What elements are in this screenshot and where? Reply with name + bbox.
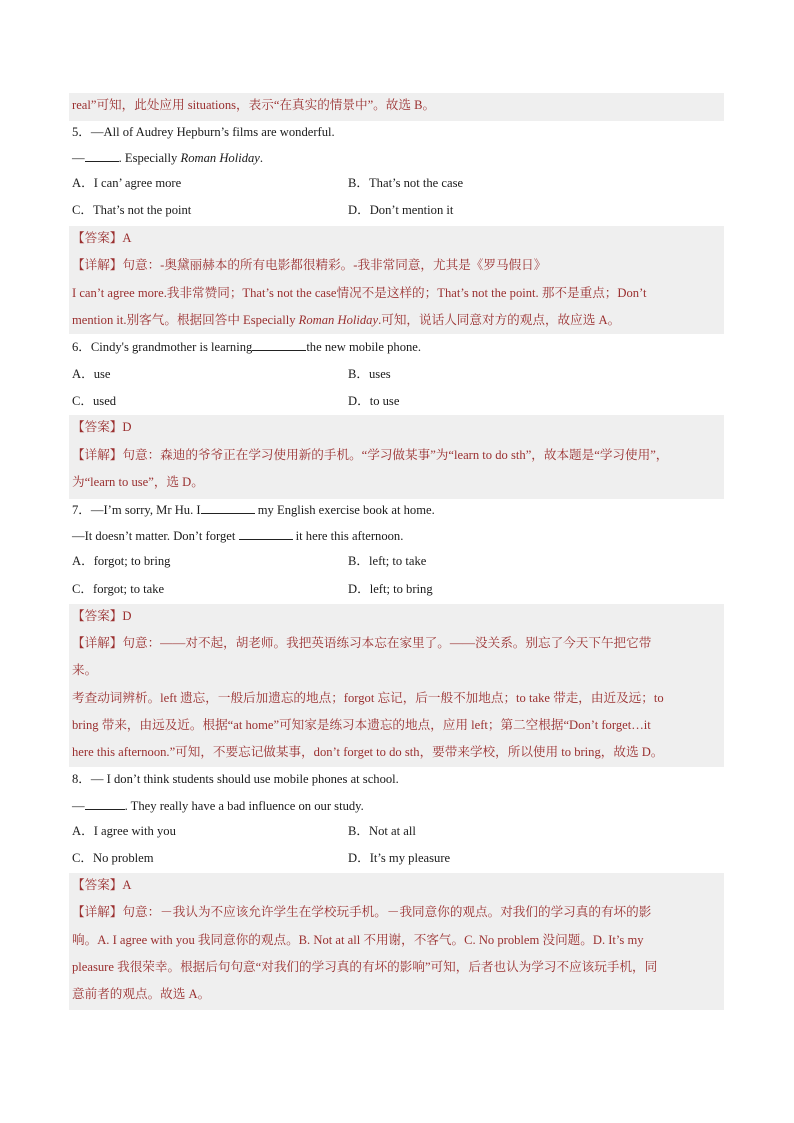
detail-label: 【详解】: [72, 448, 123, 462]
question-number: 6．: [72, 340, 91, 354]
answer-label: 【答案】: [72, 231, 123, 245]
detail-line: here this afternoon.”可知，不要忘记做某事，don’t forget to do sth，要带来学校，所以使用 to bring，故选 D。: [72, 745, 664, 759]
detail-label: 【详解】: [72, 905, 123, 919]
shade-q7: [69, 604, 724, 767]
answer-value: A: [122, 231, 132, 245]
option-a: A．forgot; to bring: [72, 554, 171, 568]
answer-blank: [252, 339, 306, 351]
detail-line: 【详解】句意：森迪的爷爷正在学习使用新的手机。“学习做某事”为“learn to do sth”，故本题是“学习使用”，: [72, 448, 669, 462]
detail-line: 响。A. I agree with you 我同意你的观点。B. Not at all 不用谢，不客气。C. No problem 没问题。D. It’s my: [72, 933, 644, 947]
detail-line: I can’t agree more.我非常赞同；That’s not the case情况不是这样的；That’s not the point. 那不是重点；Don’t: [72, 286, 647, 300]
option-a: A．I agree with you: [72, 824, 176, 838]
question-number: 5．: [72, 125, 91, 139]
detail-line: 【详解】句意：-奥黛丽赫本的所有电影都很精彩。-我非常同意，尤其是《罗马假日》: [72, 258, 547, 272]
answer-blank: [85, 798, 125, 810]
option-b: B．Not at all: [348, 824, 416, 838]
detail-line: 【详解】句意：－我认为不应该允许学生在学校玩手机。－我同意你的观点。对我们的学习真的有坏的影: [72, 905, 652, 919]
answer-label: 【答案】: [72, 420, 123, 434]
option-c: C．forgot; to take: [72, 582, 165, 596]
option-b: B．left; to take: [348, 554, 427, 568]
detail-line: 来。: [72, 663, 98, 677]
detail-line: 为“learn to use”，选 D。: [72, 475, 204, 489]
detail-line: bring 带来，由远及近。根据“at home”可知家是练习本遗忘的地点，应用 left；第二空根据“Don’t forget…it: [72, 718, 651, 732]
detail-line: 意前者的观点。故选 A。: [72, 987, 211, 1001]
option-a: A．use: [72, 367, 111, 381]
option-d: D．to use: [348, 394, 400, 408]
option-c: C．That’s not the point: [72, 203, 192, 217]
answer-line: [72, 419, 131, 435]
answer-line: [72, 877, 131, 893]
option-d: D．Don’t mention it: [348, 203, 454, 217]
question-number: 8．: [72, 772, 91, 786]
answer-blank: [85, 150, 119, 162]
question-6-stem: 6．Cindy's grandmother is learning the new mobile phone.: [72, 340, 422, 354]
detail-label: 【详解】: [72, 258, 123, 272]
answer-line: [72, 230, 131, 246]
question-8-reply: — . They really have a bad influence on our study.: [72, 799, 364, 813]
option-d: D．left; to bring: [348, 582, 433, 596]
detail-line: 考查动词辨析。left 遗忘，一般后加遗忘的地点；forgot 忘记，后一般不加地点；to take 带走，由近及远；to: [72, 691, 664, 705]
answer-label: 【答案】: [72, 878, 123, 892]
option-c: C．No problem: [72, 851, 154, 865]
question-7-reply: —It doesn’t matter. Don’t forget it here this afternoon.: [72, 529, 404, 543]
question-7-stem: 7．—I’m sorry, Mr Hu. I my English exercise book at home.: [72, 503, 435, 517]
detail-line: pleasure 我很荣幸。根据后句句意“对我们的学习真的有坏的影响”可知，后者也认为学习不应该玩手机，同: [72, 960, 658, 974]
question-number: 7．: [72, 503, 91, 517]
previous-explanation-end: real”可知，此处应用 situations，表示“在真实的情景中”。故选 B。: [72, 98, 436, 112]
question-8-stem: 8．— I don’t think students should use mobile phones at school.: [72, 772, 399, 786]
option-d: D．It’s my pleasure: [348, 851, 451, 865]
option-b: B．That’s not the case: [348, 176, 464, 190]
answer-label: 【答案】: [72, 609, 123, 623]
answer-blank: [201, 502, 255, 514]
detail-line: 【详解】句意：——对不起，胡老师。我把英语练习本忘在家里了。——没关系。别忘了今天下午把它带: [72, 636, 652, 650]
detail-line: mention it.别客气。根据回答中 Especially Roman Holiday.可知，说话人同意对方的观点，故应选 A。: [72, 313, 621, 327]
answer-value: D: [122, 609, 132, 623]
option-b: B．uses: [348, 367, 391, 381]
option-a: A．I can’ agree more: [72, 176, 182, 190]
answer-value: D: [122, 420, 132, 434]
detail-label: 【详解】: [72, 636, 123, 650]
answer-blank: [239, 528, 293, 540]
question-5-reply: — . Especially Roman Holiday.: [72, 151, 264, 165]
option-c: C．used: [72, 394, 117, 408]
answer-value: A: [122, 878, 132, 892]
question-5-stem: 5．—All of Audrey Hepburn’s films are wonderful.: [72, 125, 335, 139]
answer-line: [72, 608, 131, 624]
